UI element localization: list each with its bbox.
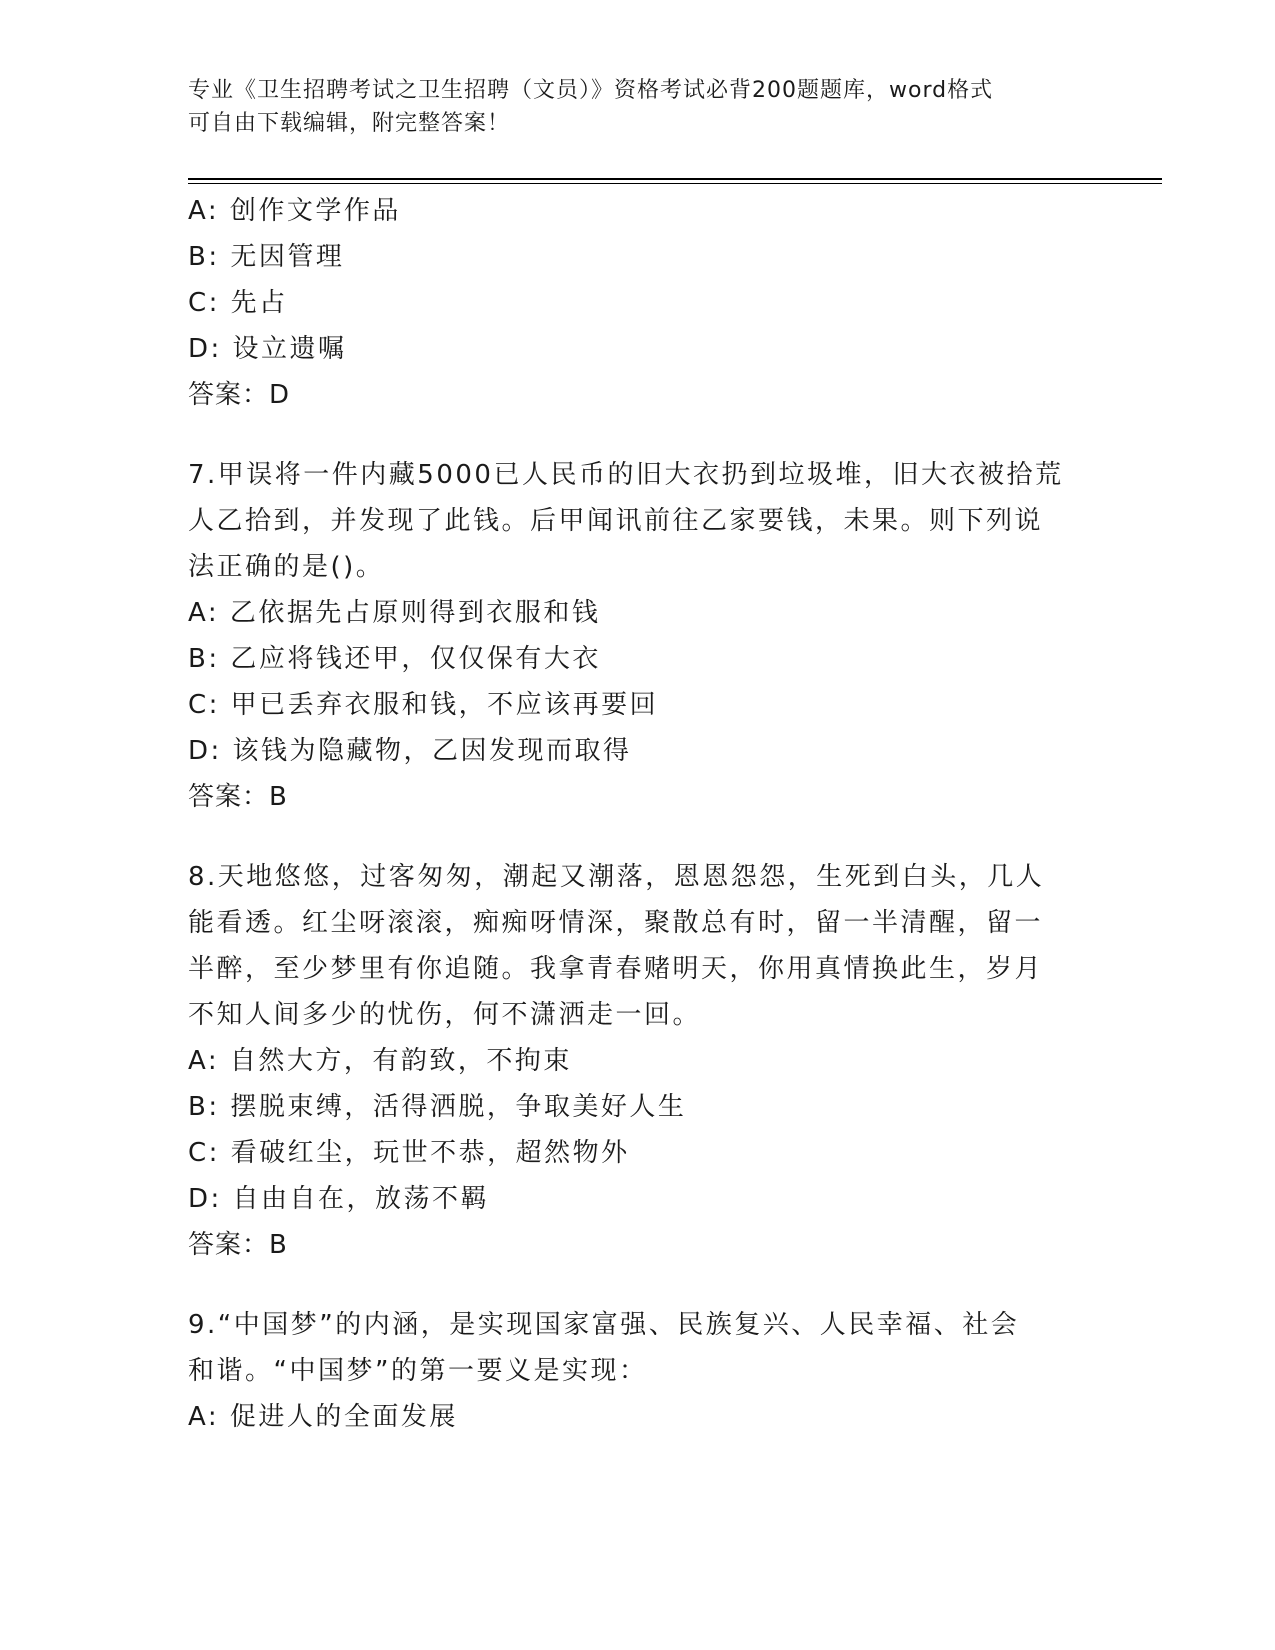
- option-a: A: 促进人的全面发展: [188, 1402, 458, 1432]
- stem-line: 8.天地悠悠，过客匆匆，潮起又潮落，恩恩怨怨，生死到白头，几人: [188, 862, 1045, 892]
- question-stem: [188, 452, 1088, 590]
- stem-line: 法正确的是()。: [188, 552, 385, 582]
- option-a: A: 创作文学作品: [188, 196, 401, 226]
- question-7: [188, 452, 1088, 820]
- document-header: [188, 74, 1068, 140]
- stem-line: 7.甲误将一件内藏5000已人民币的旧大衣扔到垃圾堆，旧大衣被拾荒: [188, 460, 1064, 490]
- option-b: B: 无因管理: [188, 242, 345, 272]
- option-a: A: 自然大方，有韵致，不拘束: [188, 1046, 572, 1076]
- answer: 答案：B: [188, 782, 288, 812]
- option-d: D: 设立遗嘱: [188, 334, 347, 364]
- header-line-1: 专业《卫生招聘考试之卫生招聘（文员）》资格考试必背200题题库，word格式: [188, 78, 994, 103]
- spacer: [188, 820, 1088, 854]
- question-8: [188, 854, 1088, 1268]
- question-stem: [188, 854, 1088, 1038]
- option-c: C: 看破红尘，玩世不恭，超然物外: [188, 1138, 630, 1168]
- stem-line: 不知人间多少的忧伤，何不潇洒走一回。: [188, 1000, 702, 1030]
- header-divider-thick: [188, 178, 1162, 180]
- document-body: [188, 188, 1088, 1440]
- question-9: [188, 1302, 1088, 1440]
- question-6: [188, 188, 1088, 418]
- stem-line: 人乙拾到，并发现了此钱。后甲闻讯前往乙家要钱，未果。则下列说: [188, 506, 1044, 536]
- answer: 答案：B: [188, 1230, 288, 1260]
- stem-line: 9.“中国梦”的内涵，是实现国家富强、民族复兴、人民幸福、社会: [188, 1310, 1020, 1340]
- stem-line: 半醉，至少梦里有你追随。我拿青春赌明天，你用真情换此生，岁月: [188, 954, 1044, 984]
- question-stem: [188, 1302, 1088, 1394]
- option-d: D: 该钱为隐藏物，乙因发现而取得: [188, 736, 632, 766]
- spacer: [188, 418, 1088, 452]
- option-c: C: 甲已丢弃衣服和钱，不应该再要回: [188, 690, 659, 720]
- option-c: C: 先占: [188, 288, 288, 318]
- option-b: B: 摆脱束缚，活得洒脱，争取美好人生: [188, 1092, 687, 1122]
- stem-line: 能看透。红尘呀滚滚，痴痴呀情深，聚散总有时，留一半清醒，留一: [188, 908, 1044, 938]
- option-b: B: 乙应将钱还甲，仅仅保有大衣: [188, 644, 601, 674]
- header-line-2: 可自由下载编辑，附完整答案！: [188, 111, 511, 136]
- answer: 答案：D: [188, 380, 291, 410]
- header-divider-thin: [188, 183, 1162, 184]
- option-a: A: 乙依据先占原则得到衣服和钱: [188, 598, 601, 628]
- option-d: D: 自由自在，放荡不羁: [188, 1184, 490, 1214]
- stem-line: 和谐。“中国梦”的第一要义是实现：: [188, 1356, 648, 1386]
- spacer: [188, 1268, 1088, 1302]
